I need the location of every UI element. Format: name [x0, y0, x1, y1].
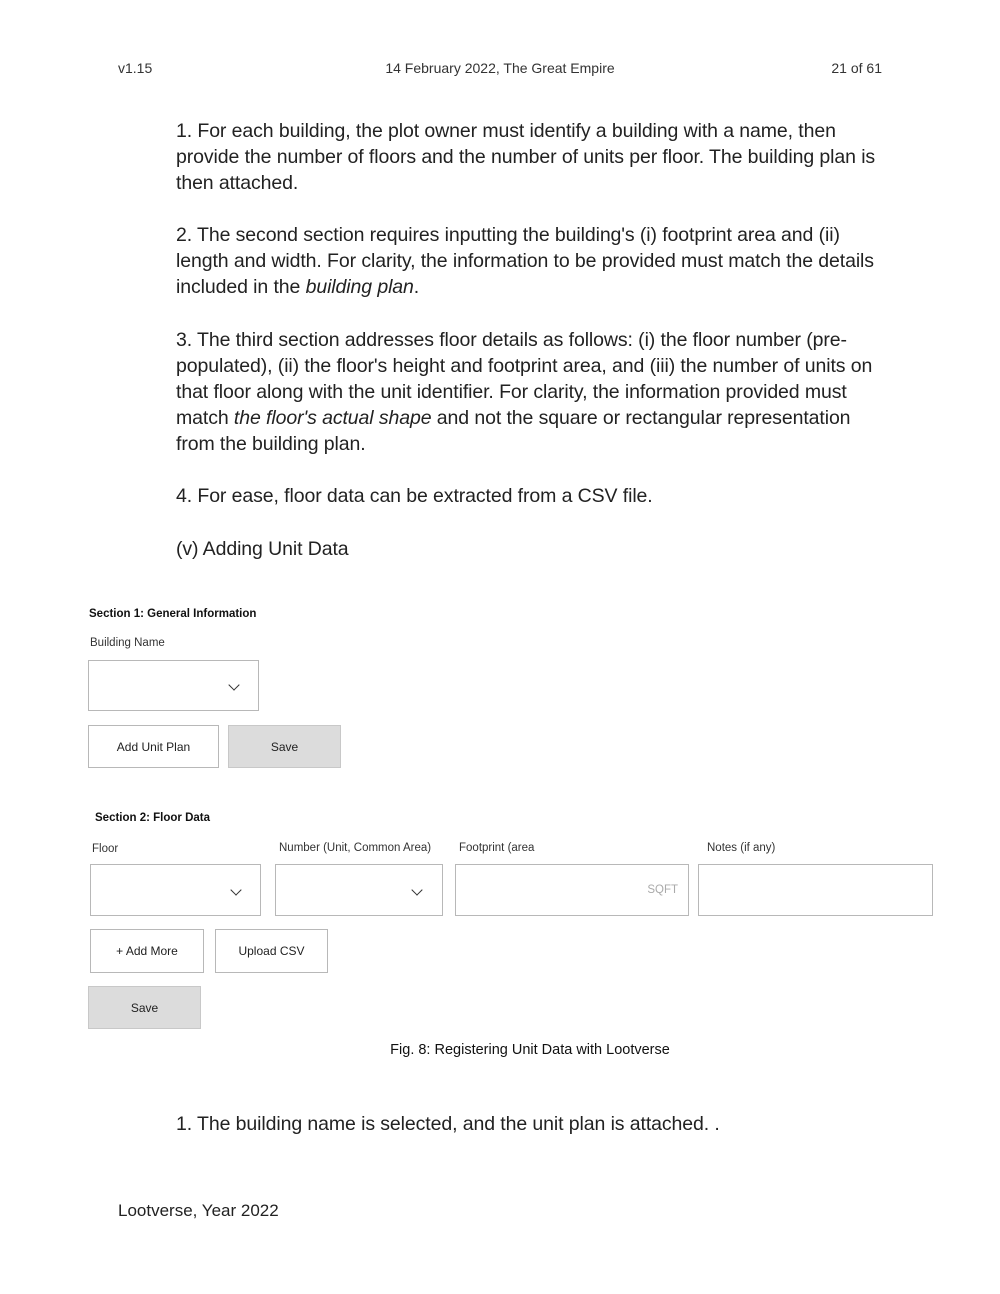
paragraph-2-emphasis: building plan [305, 276, 414, 298]
notes-label: Notes (if any) [707, 842, 776, 854]
paragraph-2 [176, 222, 876, 300]
floor-label: Floor [92, 843, 119, 855]
add-unit-plan-button[interactable]: Add Unit Plan [88, 725, 219, 768]
paragraph-1: 1. For each building, the plot owner must identify a building with a name, then provide the number of floors and the number of units per floor. The building plan is then attached. [176, 120, 876, 194]
paragraph-step-1: 1. The building name is selected, and the unit plan is attached. . [176, 1113, 720, 1135]
paragraph-3 [176, 327, 876, 457]
subsection-heading: (v) Adding Unit Data [176, 538, 349, 560]
number-select[interactable] [275, 864, 443, 916]
paragraph-3-text: 3. The third section addresses floor details as follows: (i) the floor number (pre-populated), (ii) the floor's height and footprint area, and (iii) the number of units on that floor along with the unit identifier. For clarity, the information provided must match [176, 329, 873, 429]
building-name-select[interactable] [88, 660, 259, 711]
paragraph-4: 4. For ease, floor data can be extracted from a CSV file. [176, 485, 653, 507]
section-2-save-button[interactable]: Save [88, 986, 201, 1029]
section-1-save-button[interactable]: Save [228, 725, 341, 768]
upload-csv-button[interactable]: Upload CSV [215, 929, 328, 973]
add-more-button[interactable]: + Add More [90, 929, 204, 973]
section-1-title: Section 1: General Information [89, 608, 257, 620]
header-page-number: 21 of 61 [831, 60, 882, 76]
paragraph-2-text: 2. The second section requires inputting the building's (i) footprint area and (ii) length and width. For clarity, the information to be provided must match the details included in the [176, 224, 874, 298]
header-date-place: 14 February 2022, The Great Empire [385, 60, 615, 76]
number-label: Number (Unit, Common Area) [279, 842, 432, 854]
footer-text: Lootverse, Year 2022 [118, 1201, 279, 1220]
footprint-input[interactable] [455, 864, 689, 916]
chevron-down-icon [230, 884, 241, 895]
section-2-title: Section 2: Floor Data [95, 812, 211, 824]
chevron-down-icon [411, 884, 422, 895]
paragraph-3-emphasis: the floor's actual shape [233, 407, 432, 429]
footprint-label: Footprint (area [459, 842, 535, 854]
notes-input[interactable] [698, 864, 933, 916]
paragraph-3-end: and not the square or rectangular representation from the building plan. [176, 407, 851, 455]
figure-caption: Fig. 8: Registering Unit Data with Lootverse [390, 1042, 670, 1058]
header-version: v1.15 [118, 60, 153, 76]
chevron-down-icon [228, 679, 239, 690]
footprint-unit-label: SQFT [647, 884, 678, 896]
paragraph-2-end: . [413, 276, 420, 298]
building-name-label: Building Name [90, 637, 165, 649]
floor-select[interactable] [90, 864, 261, 916]
